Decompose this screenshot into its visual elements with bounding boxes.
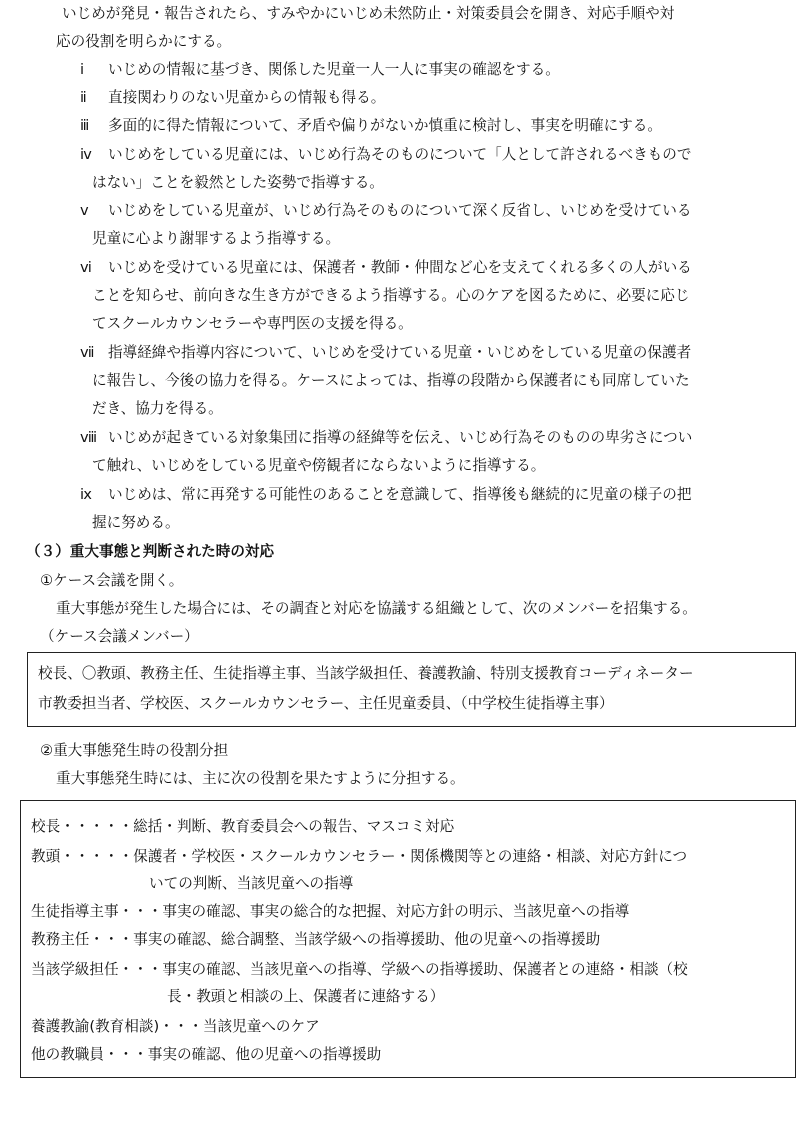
intro-line-1: いじめが発見・報告されたら、すみやかにいじめ未然防止・対策委員会を開き、対応手順や対 — [62, 5, 675, 22]
step-iii — [80, 116, 662, 136]
step-ix — [80, 485, 691, 505]
step-text: いじめの情報に基づき、関係した児童一人一人に事実の確認をする。 — [108, 61, 560, 78]
step-text: 直接関わりのない児童からの情報も得る。 — [108, 89, 386, 106]
role-line: 校長・・・・・総括・判断、教育委員会への報告、マスコミ対応 — [31, 818, 455, 835]
members-label: （ケース会議メンバー） — [40, 628, 199, 645]
step-number: ⅳ — [80, 146, 92, 163]
step-number: ⅶ — [80, 344, 95, 361]
step-text-continued: てスクールカウンセラーや専門医の支援を得る。 — [92, 315, 413, 332]
step-number: ⅷ — [80, 429, 98, 446]
step-text: いじめをしている児童には、いじめ行為そのものについて「人として許されるべきもので — [108, 146, 692, 163]
step-text-continued: 握に努める。 — [92, 514, 180, 531]
step-viii — [80, 428, 692, 448]
step-number: ⅴ — [80, 202, 89, 219]
roles-text: 重大事態発生時には、主に次の役割を果たすように分担する。 — [56, 770, 465, 787]
role-line: 教務主任・・・事実の確認、総合調整、当該学級への指導援助、他の児童への指導援助 — [31, 931, 601, 948]
step-number: ⅱ — [80, 89, 87, 106]
members-line: 市教委担当者、学校医、スクールカウンセラー、主任児童委員、（中学校生徒指導主事） — [38, 695, 614, 712]
step-text: 指導経緯や指導内容について、いじめを受けている児童・いじめをしている児童の保護者 — [108, 344, 692, 361]
step-text-continued: だき、協力を得る。 — [92, 400, 223, 417]
subsection-title-case-meeting: ①ケース会議を開く。 — [40, 572, 184, 589]
step-text: 多面的に得た情報について、矛盾や偏りがないか慎重に検討し、事実を明確にする。 — [108, 117, 662, 134]
step-i — [80, 60, 560, 80]
step-v — [80, 201, 691, 221]
step-text-continued: て触れ、いじめをしている児童や傍観者にならないように指導する。 — [92, 457, 546, 474]
step-ii — [80, 88, 385, 108]
step-number: ⅲ — [80, 117, 90, 134]
step-text-continued: はない」ことを毅然とした姿勢で指導する。 — [92, 174, 384, 191]
step-text-continued: に報告し、今後の協力を得る。ケースによっては、指導の段階から保護者にも同席していた — [92, 372, 690, 389]
section-heading: （３）重大事態と判断された時の対応 — [26, 543, 275, 560]
role-line-continued: 長・教頭と相談の上、保護者に連絡する） — [167, 988, 445, 1005]
step-text: いじめをしている児童が、いじめ行為そのものについて深く反省し、いじめを受けている — [108, 202, 692, 219]
role-line: 生徒指導主事・・・事実の確認、事実の総合的な把握、対応方針の明示、当該児童への指導 — [31, 903, 630, 920]
step-vii — [80, 343, 691, 363]
step-vi — [80, 258, 692, 278]
step-iv — [80, 145, 691, 165]
step-number: ⅰ — [80, 61, 85, 78]
step-text-continued: 児童に心より謝罪するよう指導する。 — [92, 230, 341, 247]
roles-box — [20, 800, 796, 1078]
role-line: 養護教諭(教育相談)・・・当該児童へのケア — [31, 1018, 320, 1035]
intro-line-2: 応の役割を明らかにする。 — [56, 33, 232, 50]
step-text: いじめが起きている対象集団に指導の経緯等を伝え、いじめ行為そのものの卑劣さについ — [108, 429, 693, 446]
subsection-title-roles: ②重大事態発生時の役割分担 — [40, 742, 229, 759]
case-meeting-text: 重大事態が発生した場合には、その調査と対応を協議する組織として、次のメンバーを招集する。 — [56, 600, 697, 617]
step-number: ⅸ — [80, 486, 92, 503]
role-line: 当該学級担任・・・事実の確認、当該児童への指導、学級への指導援助、保護者との連絡・相談（校 — [31, 961, 688, 978]
members-box — [27, 652, 796, 727]
role-line: 教頭・・・・・保護者・学校医・スクールカウンセラー・関係機関等との連絡・相談、対応方針につ — [31, 848, 688, 865]
step-text-continued: ことを知らせ、前向きな生き方ができるよう指導する。心のケアを図るために、必要に応じ — [92, 287, 690, 304]
role-line: 他の教職員・・・事実の確認、他の児童への指導援助 — [31, 1046, 382, 1063]
step-text: いじめは、常に再発する可能性のあることを意識して、指導後も継続的に児童の様子の把 — [108, 486, 692, 503]
step-number: ⅵ — [80, 259, 92, 276]
role-line-continued: いての判断、当該児童への指導 — [149, 875, 354, 892]
step-text: いじめを受けている児童には、保護者・教師・仲間など心を支えてくれる多くの人がいる — [108, 259, 692, 276]
members-line: 校長、〇教頭、教務主任、生徒指導主事、当該学級担任、養護教諭、特別支援教育コーディネーター — [38, 665, 694, 682]
